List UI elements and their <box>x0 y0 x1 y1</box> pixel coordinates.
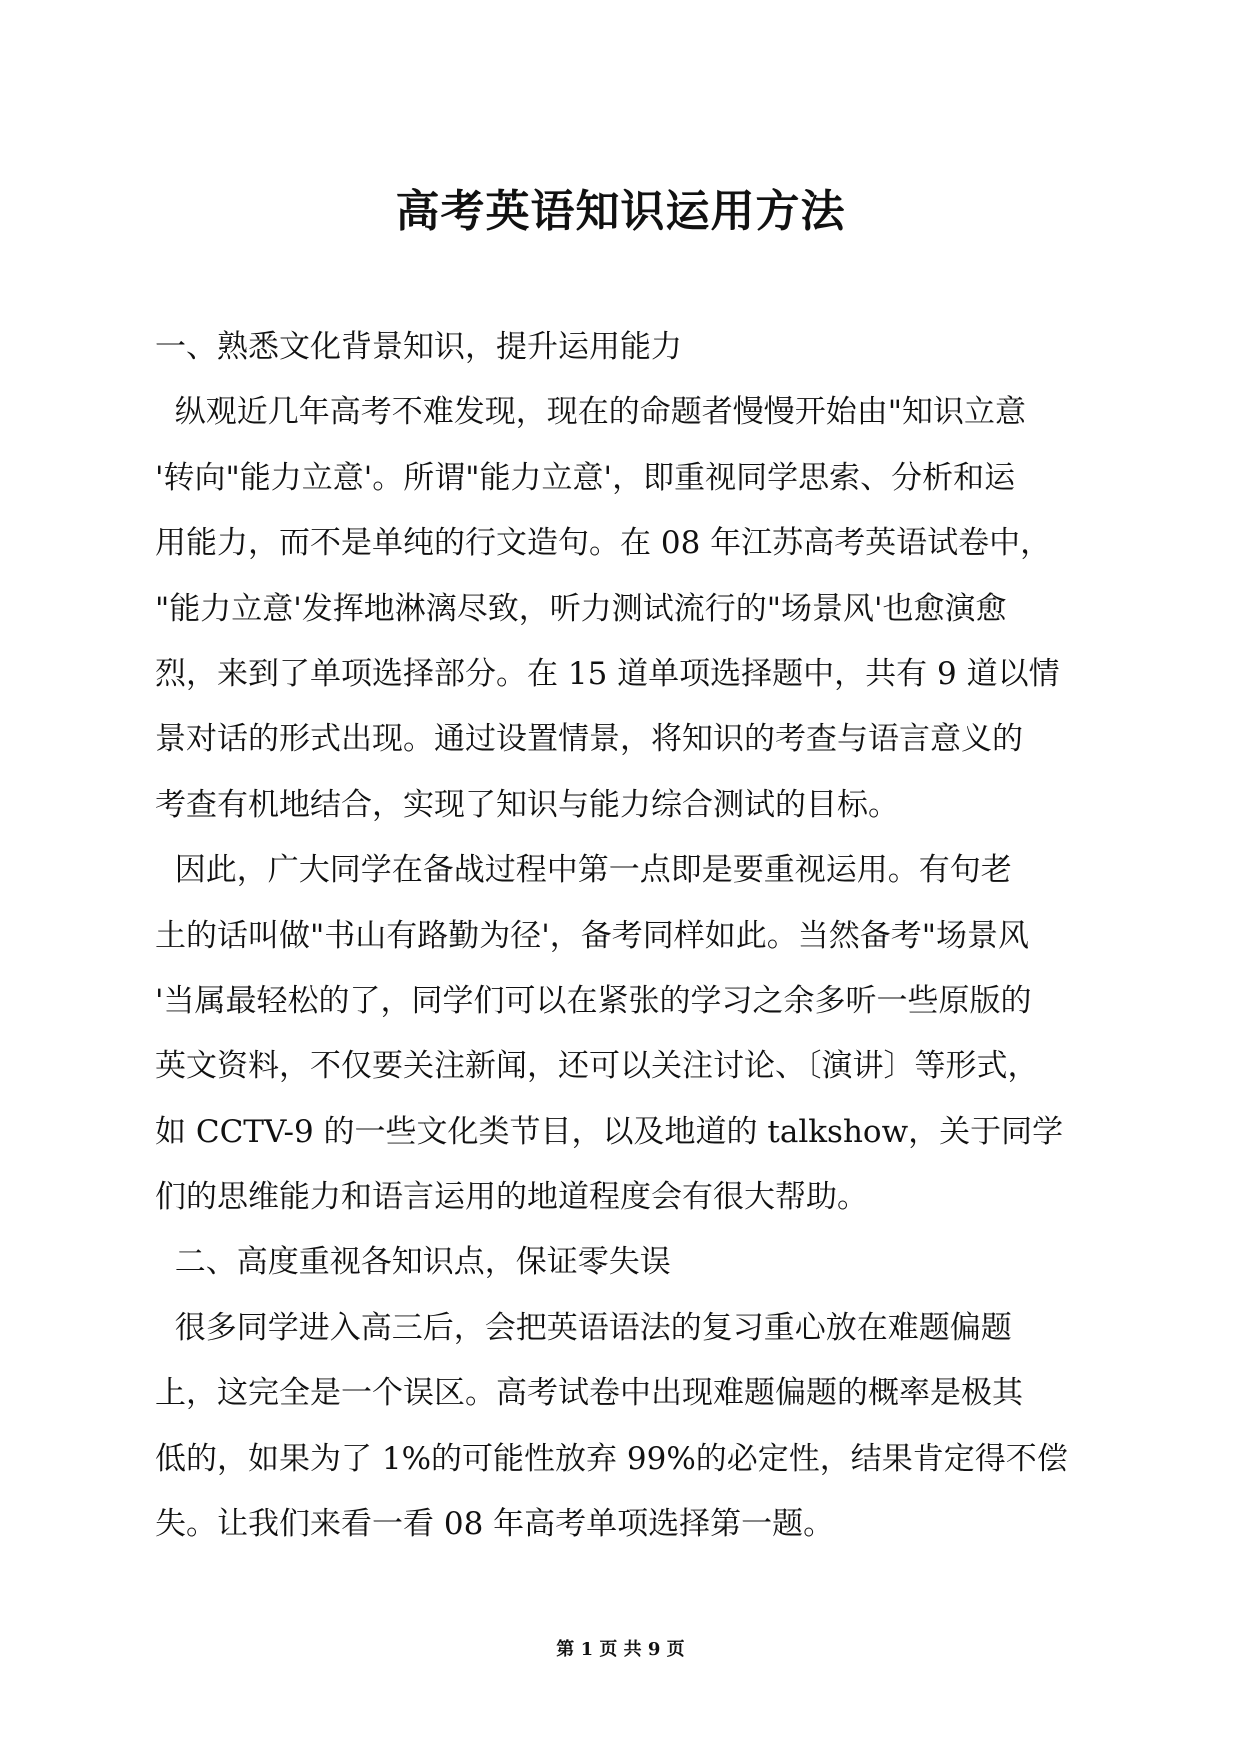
paragraph-line: 英文资料，不仅要关注新闻，还可以关注讨论、〔演讲〕等形式， <box>155 1048 1039 1085</box>
paragraph-line: 用能力，而不是单纯的行文造句。在 08 年江苏高考英语试卷中， <box>155 525 1052 562</box>
paragraph-line: 因此，广大同学在备战过程中第一点即是要重视运用。有句老 <box>155 852 1012 889</box>
paragraph-line: "能力立意'发挥地淋漓尽致，听力测试流行的"场景风'也愈演愈 <box>155 590 1007 627</box>
document-body <box>155 315 1095 1557</box>
document-title: 高考英语知识运用方法 <box>395 186 846 237</box>
section-heading-1: 一、熟悉文化背景知识，提升运用能力 <box>155 329 682 365</box>
paragraph-line: 土的话叫做"书山有路勤为径'，备考同样如此。当然备考"场景风 <box>155 917 1030 954</box>
section-heading-2: 二、高度重视各知识点，保证零失误 <box>155 1244 671 1281</box>
paragraph-line: 纵观近几年高考不难发现，现在的命题者慢慢开始由"知识立意 <box>155 394 1026 431</box>
paragraph-line: 们的思维能力和语言运用的地道程度会有很大帮助。 <box>155 1179 868 1216</box>
paragraph-line: 考查有机地结合，实现了知识与能力综合测试的目标。 <box>155 786 899 823</box>
paragraph-line: '转向"能力立意'。所谓"能力立意'，即重视同学思索、分析和运 <box>155 459 1016 496</box>
paragraph-line: 很多同学进入高三后，会把英语语法的复习重心放在难题偏题 <box>155 1309 1012 1346</box>
paragraph-line: '当属最轻松的了，同学们可以在紧张的学习之余多听一些原版的 <box>155 982 1032 1019</box>
paragraph-line: 如 CCTV-9 的一些文化类节目，以及地道的 talkshow，关于同学 <box>155 1113 1064 1150</box>
paragraph-line: 烈，来到了单项选择部分。在 15 道单项选择题中，共有 9 道以情 <box>155 655 1060 692</box>
paragraph-line: 低的，如果为了 1%的可能性放弃 99%的必定性，结果肯定得不偿 <box>155 1440 1068 1477</box>
page-footer: 第 1 页 共 9 页 <box>556 1639 685 1660</box>
paragraph-line: 失。让我们来看一看 08 年高考单项选择第一题。 <box>155 1506 835 1543</box>
paragraph-line: 景对话的形式出现。通过设置情景，将知识的考查与语言意义的 <box>155 721 1023 758</box>
paragraph-line: 上，这完全是一个误区。高考试卷中出现难题偏题的概率是极其 <box>155 1375 1023 1412</box>
